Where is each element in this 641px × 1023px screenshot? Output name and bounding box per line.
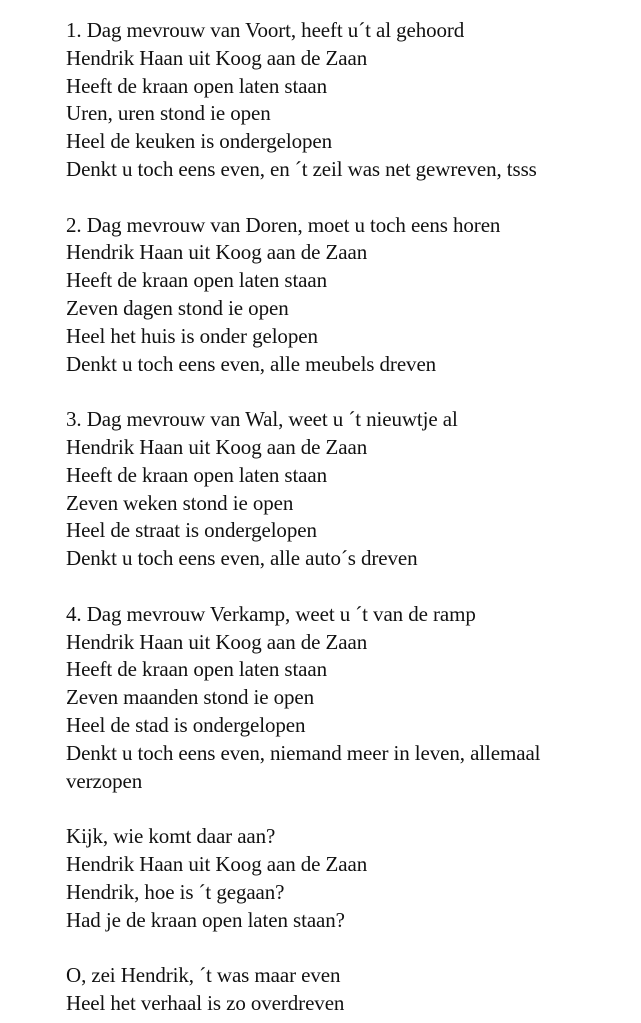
- lyric-line: Denkt u toch eens even, niemand meer in leven, allemaal: [66, 740, 541, 765]
- lyric-line: 3. Dag mevrouw van Wal, weet u ´t nieuwtje al: [66, 407, 458, 432]
- lyric-line: Zeven maanden stond ie open: [66, 685, 315, 710]
- lyric-line: Heel de straat is ondergelopen: [66, 518, 317, 543]
- lyric-line: Hendrik Haan uit Koog aan de Zaan: [66, 240, 368, 265]
- lyric-line: 4. Dag mevrouw Verkamp, weet u ´t van de ramp: [66, 601, 476, 626]
- lyric-line: Hendrik Haan uit Koog aan de Zaan: [66, 45, 368, 70]
- lyric-line: Denkt u toch eens even, alle meubels dreven: [66, 351, 437, 376]
- lyric-line: 2. Dag mevrouw van Doren, moet u toch eens horen: [66, 212, 501, 237]
- lyric-line: Hendrik, hoe is ´t gegaan?: [66, 879, 285, 904]
- lyric-line: Kijk, wie komt daar aan?: [66, 824, 276, 849]
- lyric-line: Heeft de kraan open laten staan: [66, 657, 328, 682]
- stanza-4: [66, 601, 626, 796]
- lyric-line: Heel de stad is ondergelopen: [66, 712, 306, 737]
- song-lyrics-document: [66, 17, 626, 1018]
- lyric-line: 1. Dag mevrouw van Voort, heeft u´t al gehoord: [66, 18, 465, 42]
- lyric-line: Heeft de kraan open laten staan: [66, 462, 328, 487]
- lyric-line: Denkt u toch eens even, en ´t zeil was net gewreven, tsss: [66, 156, 537, 181]
- lyric-line: Heeft de kraan open laten staan: [66, 268, 328, 293]
- lyric-line: Zeven dagen stond ie open: [66, 295, 289, 320]
- stanza-1: [66, 17, 626, 184]
- lyric-line: Zeven weken stond ie open: [66, 490, 294, 515]
- lyric-line: Heel het huis is onder gelopen: [66, 323, 318, 348]
- lyric-line: verzopen: [66, 768, 143, 793]
- lyric-line: Hendrik Haan uit Koog aan de Zaan: [66, 851, 368, 876]
- stanza-5: [66, 823, 626, 934]
- lyric-line: Heel het verhaal is zo overdreven: [66, 990, 345, 1015]
- lyric-line: Had je de kraan open laten staan?: [66, 907, 345, 932]
- stanza-6: [66, 962, 626, 1018]
- lyric-line: Heeft de kraan open laten staan: [66, 73, 328, 98]
- lyric-line: Heel de keuken is ondergelopen: [66, 129, 333, 154]
- lyric-line: Denkt u toch eens even, alle auto´s dreven: [66, 546, 418, 571]
- lyric-line: Uren, uren stond ie open: [66, 101, 271, 126]
- lyric-line: Hendrik Haan uit Koog aan de Zaan: [66, 434, 368, 459]
- lyric-line: O, zei Hendrik, ´t was maar even: [66, 963, 341, 988]
- stanza-2: [66, 212, 626, 379]
- stanza-3: [66, 406, 626, 573]
- lyric-line: Hendrik Haan uit Koog aan de Zaan: [66, 629, 368, 654]
